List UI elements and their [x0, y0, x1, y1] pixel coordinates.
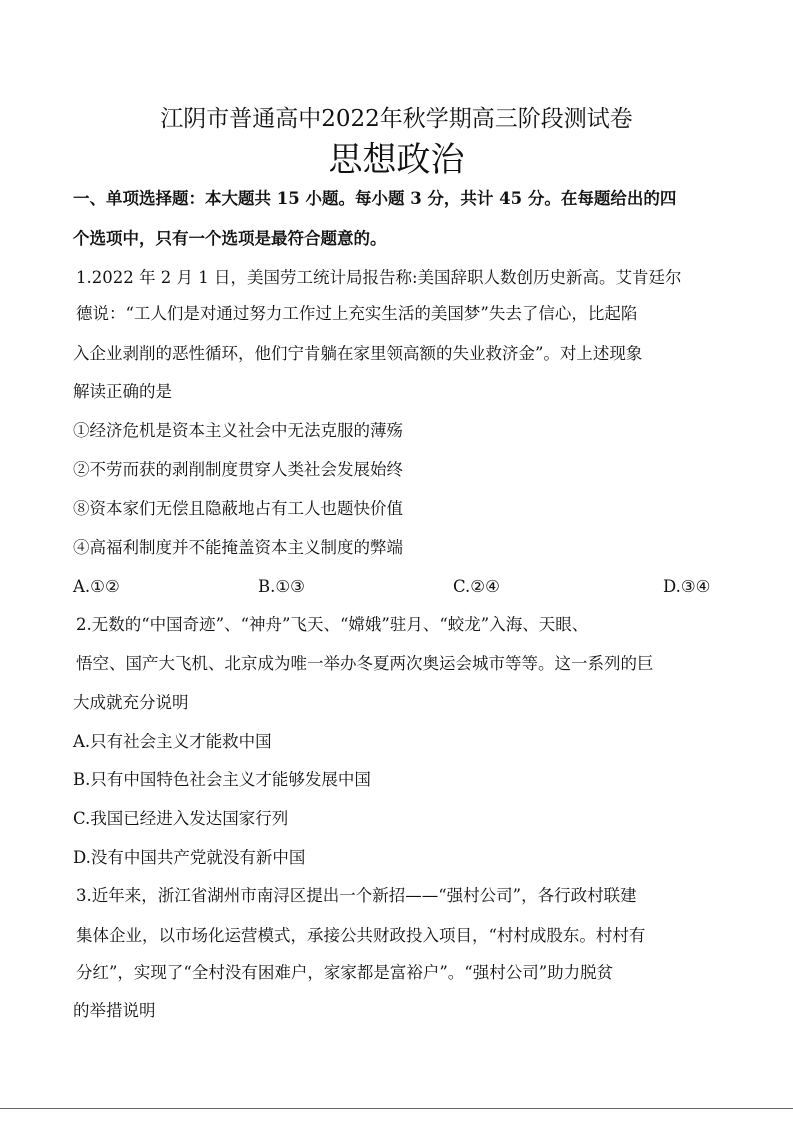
q1-stem-line-4: 解读正确的是: [73, 382, 172, 401]
q2-option-b: B.只有中国特色社会主义才能够发展中国: [73, 770, 371, 789]
q2-option-d: D.没有中国共产党就没有新中国: [73, 848, 306, 867]
exam-title: 江阴市普通高中2022年秋学期高三阶段测试卷: [160, 106, 633, 132]
q3-stem-line-3: 分红”，实现了“全村没有困难户，家家都是富裕户”。“强村公司”助力脱贫: [76, 963, 614, 982]
q1-option-b: B.①③: [258, 577, 305, 596]
q1-item-4: ④高福利制度并不能掩盖资本主义制度的弊端: [73, 538, 403, 557]
q1-item-2: ②不劳而获的剥削制度贯穿人类社会发展始终: [73, 460, 403, 479]
page-bottom-divider: [0, 1108, 793, 1109]
section-heading-line-1: 一、单项选择题：本大题共 15 小题。每小题 3 分，共计 45 分。在每题给出的四: [73, 189, 677, 208]
q3-stem-line-2: 集体企业，以市场化运营模式，承接公共财政投入项目，“村村成股东。村村有: [76, 926, 646, 945]
q2-stem-line-3: 大成就充分说明: [73, 693, 189, 712]
q1-stem-line-2: 德说：“工人们是对通过努力工作过上充实生活的美国梦”失去了信心，比起陷: [76, 304, 638, 323]
q2-stem-line-1: 2.无数的“中国奇迹”、“神舟”飞天、“嫦娥”驻月、“蛟龙”入海、天眼、: [76, 615, 589, 634]
q2-stem-line-2: 悟空、国产大飞机、北京成为唯一举办冬夏两次奥运会城市等等。这一系列的巨: [76, 654, 654, 673]
section-heading-line-2: 个选项中，只有一个选项是最符合题意的。: [73, 229, 387, 248]
q3-stem-line-1: 3.近年来，浙江省湖州市南浔区提出一个新招——“强村公司”，各行政村联建: [76, 886, 637, 905]
q1-option-a: A.①②: [73, 577, 120, 596]
q1-item-1: ①经济危机是资本主义社会中无法克服的薄殇: [73, 421, 403, 440]
subject-title: 思想政治: [328, 140, 465, 180]
q2-option-c: C.我国已经进入发达国家行列: [73, 809, 289, 828]
q3-stem-line-4: 的举措说明: [73, 1001, 156, 1020]
q1-stem-line-1: 1.2022 年 2 月 1 日，美国劳工统计局报告称:美国辞职人数创历史新高。艾肯廷尔: [76, 268, 682, 287]
q1-option-d: D.③④: [663, 577, 711, 596]
q1-option-c: C.②④: [453, 577, 500, 596]
q1-stem-line-3: 入企业剥削的恶性循环，他们宁肯躺在家里领高额的失业救济金”。对上述现象: [73, 344, 643, 363]
q2-option-a: A.只有社会主义才能救中国: [73, 732, 272, 751]
q1-item-3: ⑧资本家们无偿且隐蔽地占有工人也题快价值: [73, 499, 403, 518]
